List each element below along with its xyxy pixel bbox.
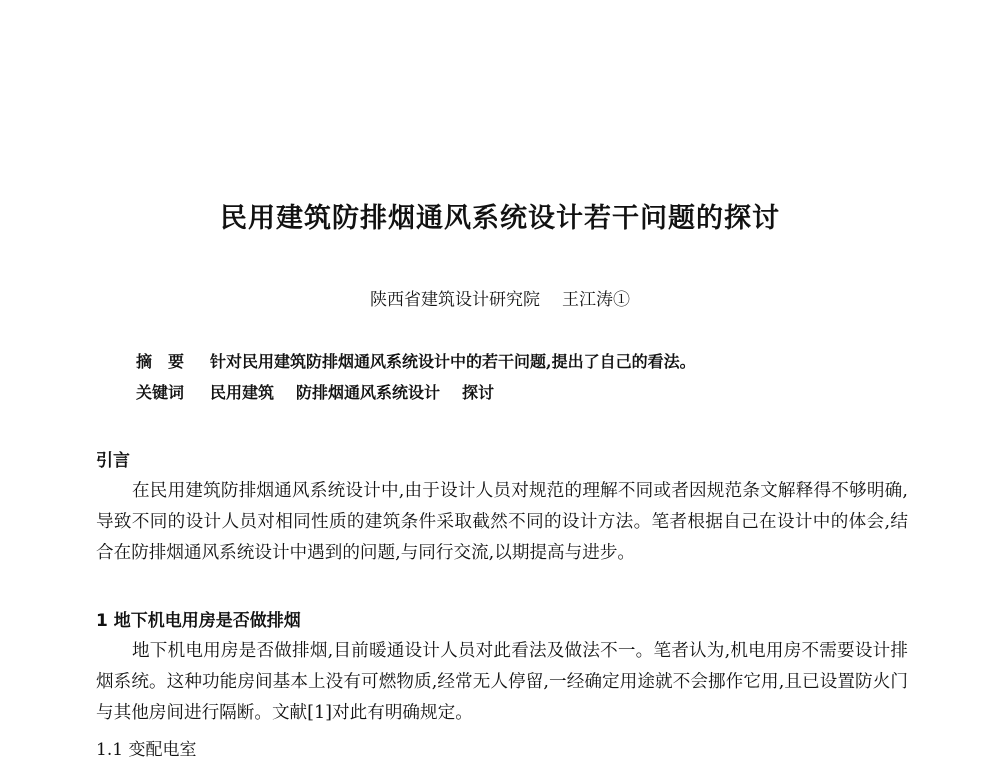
subsection-heading: 1.1 变配电室 <box>96 740 197 760</box>
keyword-item: 民用建筑 <box>210 383 275 402</box>
author-name: 王江涛① <box>562 290 630 310</box>
keyword-item: 探讨 <box>462 383 495 402</box>
abstract-text: 针对民用建筑防排烟通风系统设计中的若干问题,提出了自己的看法。 <box>210 352 696 371</box>
keyword-item: 防排烟通风系统设计 <box>296 383 441 402</box>
section-paragraph-1: 地下机电用房是否做排烟,目前暖通设计人员对此看法及做法不一。笔者认为,机电用房不需要设计排烟系统。这种功能房间基本上没有可燃物质,经常无人停留,一经确定用途就不会挪作它用,且已设置防火门与其他房间进行隔断。文献[1]对此有明确规定。 <box>96 641 908 723</box>
section-heading-intro: 引言 <box>96 451 130 471</box>
author-line <box>0 285 1000 310</box>
affiliation: 陕西省建筑设计研究院 <box>370 290 540 310</box>
abstract <box>136 349 696 372</box>
keywords-label: 关键词 <box>136 383 185 402</box>
paper-title: 民用建筑防排烟通风系统设计若干问题的探讨 <box>220 203 780 234</box>
section-heading-1: 1 地下机电用房是否做排烟 <box>96 611 301 631</box>
keywords <box>136 380 516 403</box>
section-paragraph-intro: 在民用建筑防排烟通风系统设计中,由于设计人员对规范的理解不同或者因规范条文解释得不够明确,导致不同的设计人员对相同性质的建筑条件采取截然不同的设计方法。笔者根据自己在设计中的体会,结合在防排烟通风系统设计中遇到的问题,与同行交流,以期提高与进步。 <box>96 481 908 563</box>
abstract-label: 摘 要 <box>136 352 185 371</box>
